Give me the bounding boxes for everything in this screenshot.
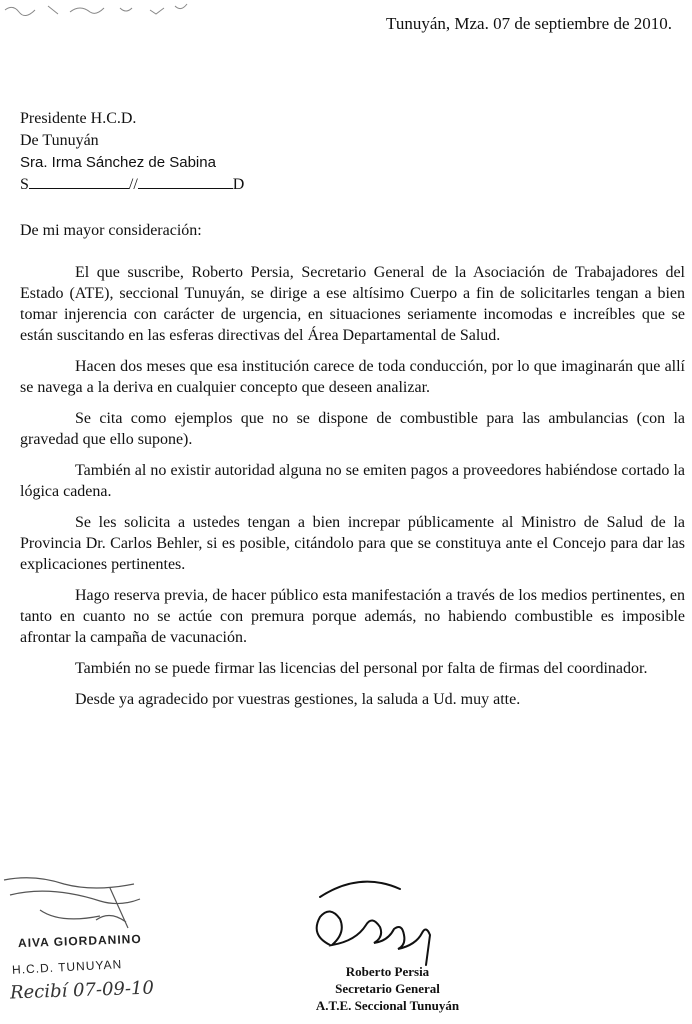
recipient-name: Sra. Irma Sánchez de Sabina — [20, 154, 216, 171]
signature — [300, 875, 450, 970]
paragraph: Hacen dos meses que esa institución carece de toda conducción, por lo que imaginarán que allí se navega a la deriva en cualquier concepto que deseen analizar. — [20, 358, 685, 396]
recipient-block — [20, 108, 244, 196]
sd-blank-1 — [29, 174, 129, 189]
signer-title: Secretario General — [335, 981, 440, 996]
recipient-place: De Tunuyán — [20, 132, 99, 149]
paragraph: El que suscribe, Roberto Persia, Secretario General de la Asociación de Trabajadores del Estado (ATE), seccional Tunuyán, se dirige a ese altísimo Cuerpo a fin de solicitarles tengan a bien tomar injerencia con carácter de urgencia, en situaciones seriamente incomodas e increíbles que se están suscitando en las esferas directivas del Área Departamental de Salud. — [20, 264, 685, 344]
sd-line — [20, 174, 244, 196]
signer-name: Roberto Persia — [345, 964, 430, 979]
sd-middle: // — [128, 176, 138, 193]
stamp-name: AIVA GIORDANINO — [17, 931, 142, 951]
paragraph: También no se puede firmar las licencias del personal por falta de firmas del coordinador. — [75, 660, 648, 677]
signature-block — [300, 963, 475, 1014]
paragraph: Se les solicita a ustedes tengan a bien increpar públicamente al Ministro de Salud de la Provincia Dr. Carlos Behler, si es posible, citándolo para que se constituya ante el Concejo para dar las explicaciones pertinentes. — [20, 514, 685, 573]
sd-blank-2 — [138, 174, 233, 189]
stamp-institution: H.C.D. TUNUYAN — [11, 957, 123, 977]
salutation: De mi mayor consideración: — [20, 222, 202, 239]
sd-end: D — [232, 176, 245, 193]
scribble-mark — [0, 0, 200, 22]
paragraph: Desde ya agradecido por vuestras gestiones, la saluda a Ud. muy atte. — [75, 691, 521, 708]
letter-date: Tunuyán, Mza. 07 de septiembre de 2010. — [386, 14, 672, 33]
letter-body — [20, 262, 685, 720]
paragraph: Se cita como ejemplos que no se dispone de combustible para las ambulancias (con la gravedad que ello supone). — [20, 410, 685, 448]
stamp-received-date: Recibí 07-09-10 — [9, 977, 155, 1004]
signer-organization: A.T.E. Seccional Tunuyán — [315, 998, 460, 1013]
sd-start: S — [20, 176, 29, 193]
paragraph: Hago reserva previa, de hacer público esta manifestación a través de los medios pertinentes, en tanto en cuanto no se actúe con premura porque además, no habiendo combustible es imposible afrontar la campaña de vacunación. — [20, 587, 685, 646]
paragraph: También al no existir autoridad alguna no se emiten pagos a proveedores habiéndose cortado la lógica cadena. — [20, 462, 685, 500]
recipient-title: Presidente H.C.D. — [20, 110, 137, 127]
